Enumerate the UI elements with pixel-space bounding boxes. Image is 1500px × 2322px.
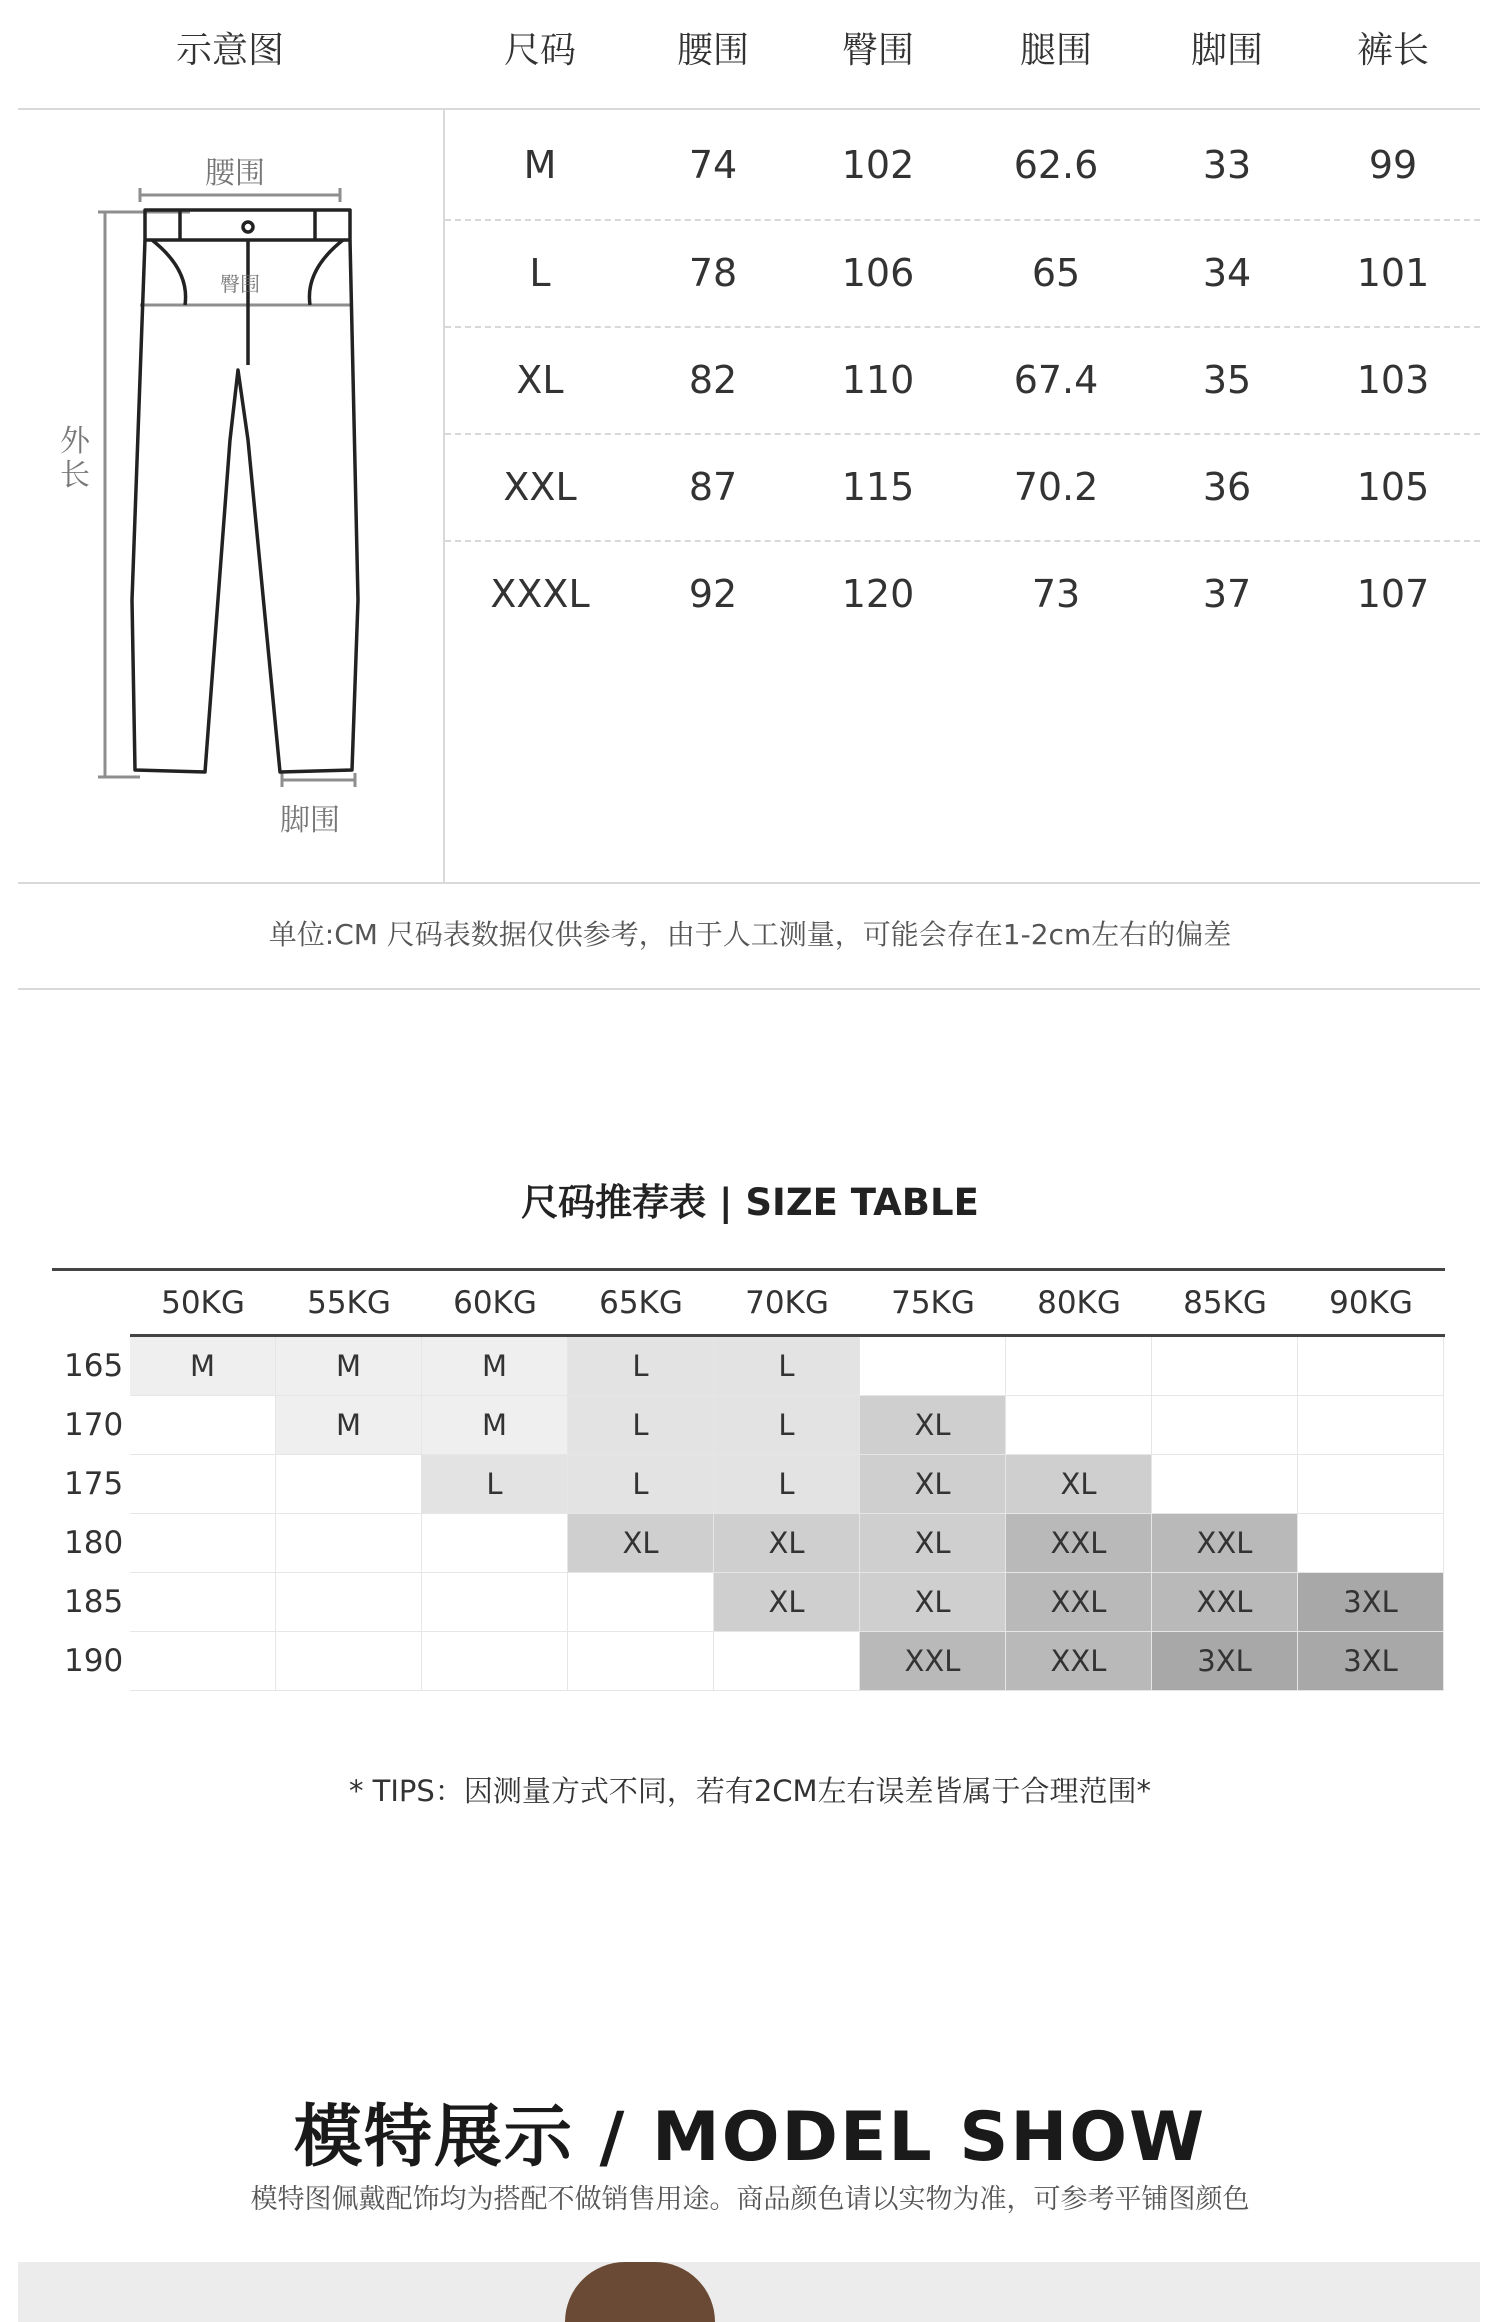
recommend-cell <box>276 1455 422 1514</box>
recommend-cell: XXL <box>860 1632 1006 1691</box>
recommend-cell <box>568 1632 714 1691</box>
recommend-cell <box>130 1514 276 1573</box>
header-thigh: 腿围 <box>1019 30 1092 71</box>
length-cell: 99 <box>1368 143 1418 187</box>
recommend-cell: XL <box>860 1455 1006 1514</box>
recommend-cell: XL <box>860 1573 1006 1632</box>
height-label: 180 <box>64 1525 124 1561</box>
thigh-cell: 73 <box>1031 572 1081 616</box>
label-hem: 脚围 <box>280 803 340 838</box>
recommend-cell: XL <box>1006 1455 1152 1514</box>
header-divider <box>18 108 1480 110</box>
size-cell: XXXL <box>490 572 590 616</box>
length-cell: 107 <box>1356 572 1430 616</box>
label-waist: 腰围 <box>205 156 265 191</box>
label-hip: 臀围 <box>220 272 260 296</box>
recommend-cell <box>130 1632 276 1691</box>
tips-text: * TIPS：因测量方式不同，若有2CM左右误差皆属于合理范围* <box>348 1774 1152 1808</box>
size-cell: XL <box>516 358 564 402</box>
recommend-cell: M <box>422 1396 568 1455</box>
recommend-cell <box>1006 1337 1152 1396</box>
height-row <box>52 1573 1445 1632</box>
label-outer-length: 外长 <box>60 424 90 493</box>
recommend-cell: XL <box>714 1514 860 1573</box>
height-row <box>52 1455 1445 1514</box>
height-label: 190 <box>64 1643 124 1679</box>
recommend-title: 尺码推荐表 | SIZE TABLE <box>521 1181 979 1224</box>
height-label: 170 <box>64 1407 124 1443</box>
length-cell: 103 <box>1356 358 1430 402</box>
length-cell: 101 <box>1356 251 1430 295</box>
weight-header: 75KG <box>891 1285 975 1321</box>
recommend-cell: XL <box>568 1514 714 1573</box>
recommend-cell: L <box>714 1337 860 1396</box>
pants-outline-icon <box>60 140 390 830</box>
recommend-cell: XXL <box>1006 1514 1152 1573</box>
model-photo <box>18 2262 1480 2322</box>
height-label: 165 <box>64 1348 124 1384</box>
weight-header: 80KG <box>1037 1285 1121 1321</box>
hip-cell: 120 <box>841 572 915 616</box>
model-show-subtitle: 模特图佩戴配饰均为搭配不做销售用途。商品颜色请以实物为准，可参考平铺图颜色 <box>250 2184 1250 2215</box>
recommend-cell: 3XL <box>1298 1573 1444 1632</box>
height-row <box>52 1514 1445 1573</box>
hem-cell: 33 <box>1202 143 1252 187</box>
waist-cell: 78 <box>688 251 738 295</box>
weight-header: 55KG <box>307 1285 391 1321</box>
recommend-cell <box>1298 1396 1444 1455</box>
recommend-cell: M <box>276 1337 422 1396</box>
recommend-cell: L <box>568 1455 714 1514</box>
recommend-cell <box>130 1396 276 1455</box>
recommend-cell <box>860 1337 1006 1396</box>
recommend-cell: XXL <box>1006 1573 1152 1632</box>
recommend-cell: 3XL <box>1152 1632 1298 1691</box>
weight-header: 65KG <box>599 1285 683 1321</box>
header-waist: 腰围 <box>676 30 749 71</box>
height-label: 175 <box>64 1466 124 1502</box>
recommend-cell <box>568 1573 714 1632</box>
size-row <box>445 112 1480 218</box>
hip-cell: 110 <box>841 358 915 402</box>
recommend-cell: L <box>714 1396 860 1455</box>
recommend-cell <box>276 1573 422 1632</box>
recommend-cell: 3XL <box>1298 1632 1444 1691</box>
table-bottom-divider <box>18 882 1480 884</box>
size-row <box>445 434 1480 540</box>
weight-header: 60KG <box>453 1285 537 1321</box>
size-cell: M <box>523 143 557 187</box>
header-diagram: 示意图 <box>175 30 284 71</box>
waist-cell: 82 <box>688 358 738 402</box>
recommend-cell <box>1006 1396 1152 1455</box>
recommend-cell <box>1152 1396 1298 1455</box>
recommend-cell: M <box>276 1396 422 1455</box>
length-cell: 105 <box>1356 465 1430 509</box>
measurement-note: 单位:CM 尺码表数据仅供参考，由于人工测量，可能会存在1-2cm左右的偏差 <box>268 918 1232 951</box>
recommend-cell <box>1298 1514 1444 1573</box>
recommend-cell <box>1152 1337 1298 1396</box>
recommend-cell: XL <box>714 1573 860 1632</box>
hip-cell: 102 <box>841 143 915 187</box>
weight-header: 85KG <box>1183 1285 1267 1321</box>
recommend-cell: XXL <box>1152 1573 1298 1632</box>
thigh-cell: 65 <box>1031 251 1081 295</box>
recommend-cell <box>422 1573 568 1632</box>
recommend-cell <box>1298 1337 1444 1396</box>
thigh-cell: 70.2 <box>1013 465 1099 509</box>
size-cell: XXL <box>503 465 577 509</box>
header-size: 尺码 <box>503 30 576 71</box>
recommend-cell <box>1152 1455 1298 1514</box>
recommend-cell: L <box>568 1337 714 1396</box>
header-length: 裤长 <box>1356 30 1429 71</box>
hip-cell: 115 <box>841 465 915 509</box>
recommend-cell <box>422 1632 568 1691</box>
hem-cell: 36 <box>1202 465 1252 509</box>
recommend-cell <box>276 1514 422 1573</box>
waist-cell: 92 <box>688 572 738 616</box>
recommend-cell: XXL <box>1006 1632 1152 1691</box>
header-hem: 脚围 <box>1190 30 1263 71</box>
weight-header: 90KG <box>1329 1285 1413 1321</box>
size-row <box>445 220 1480 326</box>
size-chart-section <box>0 0 1500 1000</box>
waist-cell: 87 <box>688 465 738 509</box>
recommend-cell: L <box>568 1396 714 1455</box>
waist-cell: 74 <box>688 143 738 187</box>
header-hip: 臀围 <box>841 30 914 71</box>
recommend-cell: L <box>714 1455 860 1514</box>
size-row <box>445 541 1480 647</box>
thigh-cell: 62.6 <box>1013 143 1099 187</box>
height-label: 185 <box>64 1584 124 1620</box>
model-show-title: 模特展示 / MODEL SHOW <box>293 2098 1207 2177</box>
recommend-cell <box>130 1573 276 1632</box>
recommend-cell: L <box>422 1455 568 1514</box>
hem-cell: 35 <box>1202 358 1252 402</box>
height-row <box>52 1337 1445 1396</box>
recommend-cell: XL <box>860 1396 1006 1455</box>
recommend-cell: XL <box>860 1514 1006 1573</box>
size-row <box>445 327 1480 433</box>
note-divider <box>18 988 1480 990</box>
weight-header: 50KG <box>161 1285 245 1321</box>
hip-cell: 106 <box>841 251 915 295</box>
height-row <box>52 1632 1445 1691</box>
recommend-cell <box>130 1455 276 1514</box>
recommend-cell <box>714 1632 860 1691</box>
recommend-cell: M <box>422 1337 568 1396</box>
recommend-cell <box>276 1632 422 1691</box>
recommend-cell: M <box>130 1337 276 1396</box>
recommend-cell <box>1298 1455 1444 1514</box>
hem-cell: 37 <box>1202 572 1252 616</box>
recommend-cell: XXL <box>1152 1514 1298 1573</box>
pants-diagram <box>60 140 390 838</box>
size-cell: L <box>529 251 551 295</box>
recommend-cell <box>422 1514 568 1573</box>
thigh-cell: 67.4 <box>1013 358 1099 402</box>
hem-cell: 34 <box>1202 251 1252 295</box>
weight-header: 70KG <box>745 1285 829 1321</box>
height-row <box>52 1396 1445 1455</box>
